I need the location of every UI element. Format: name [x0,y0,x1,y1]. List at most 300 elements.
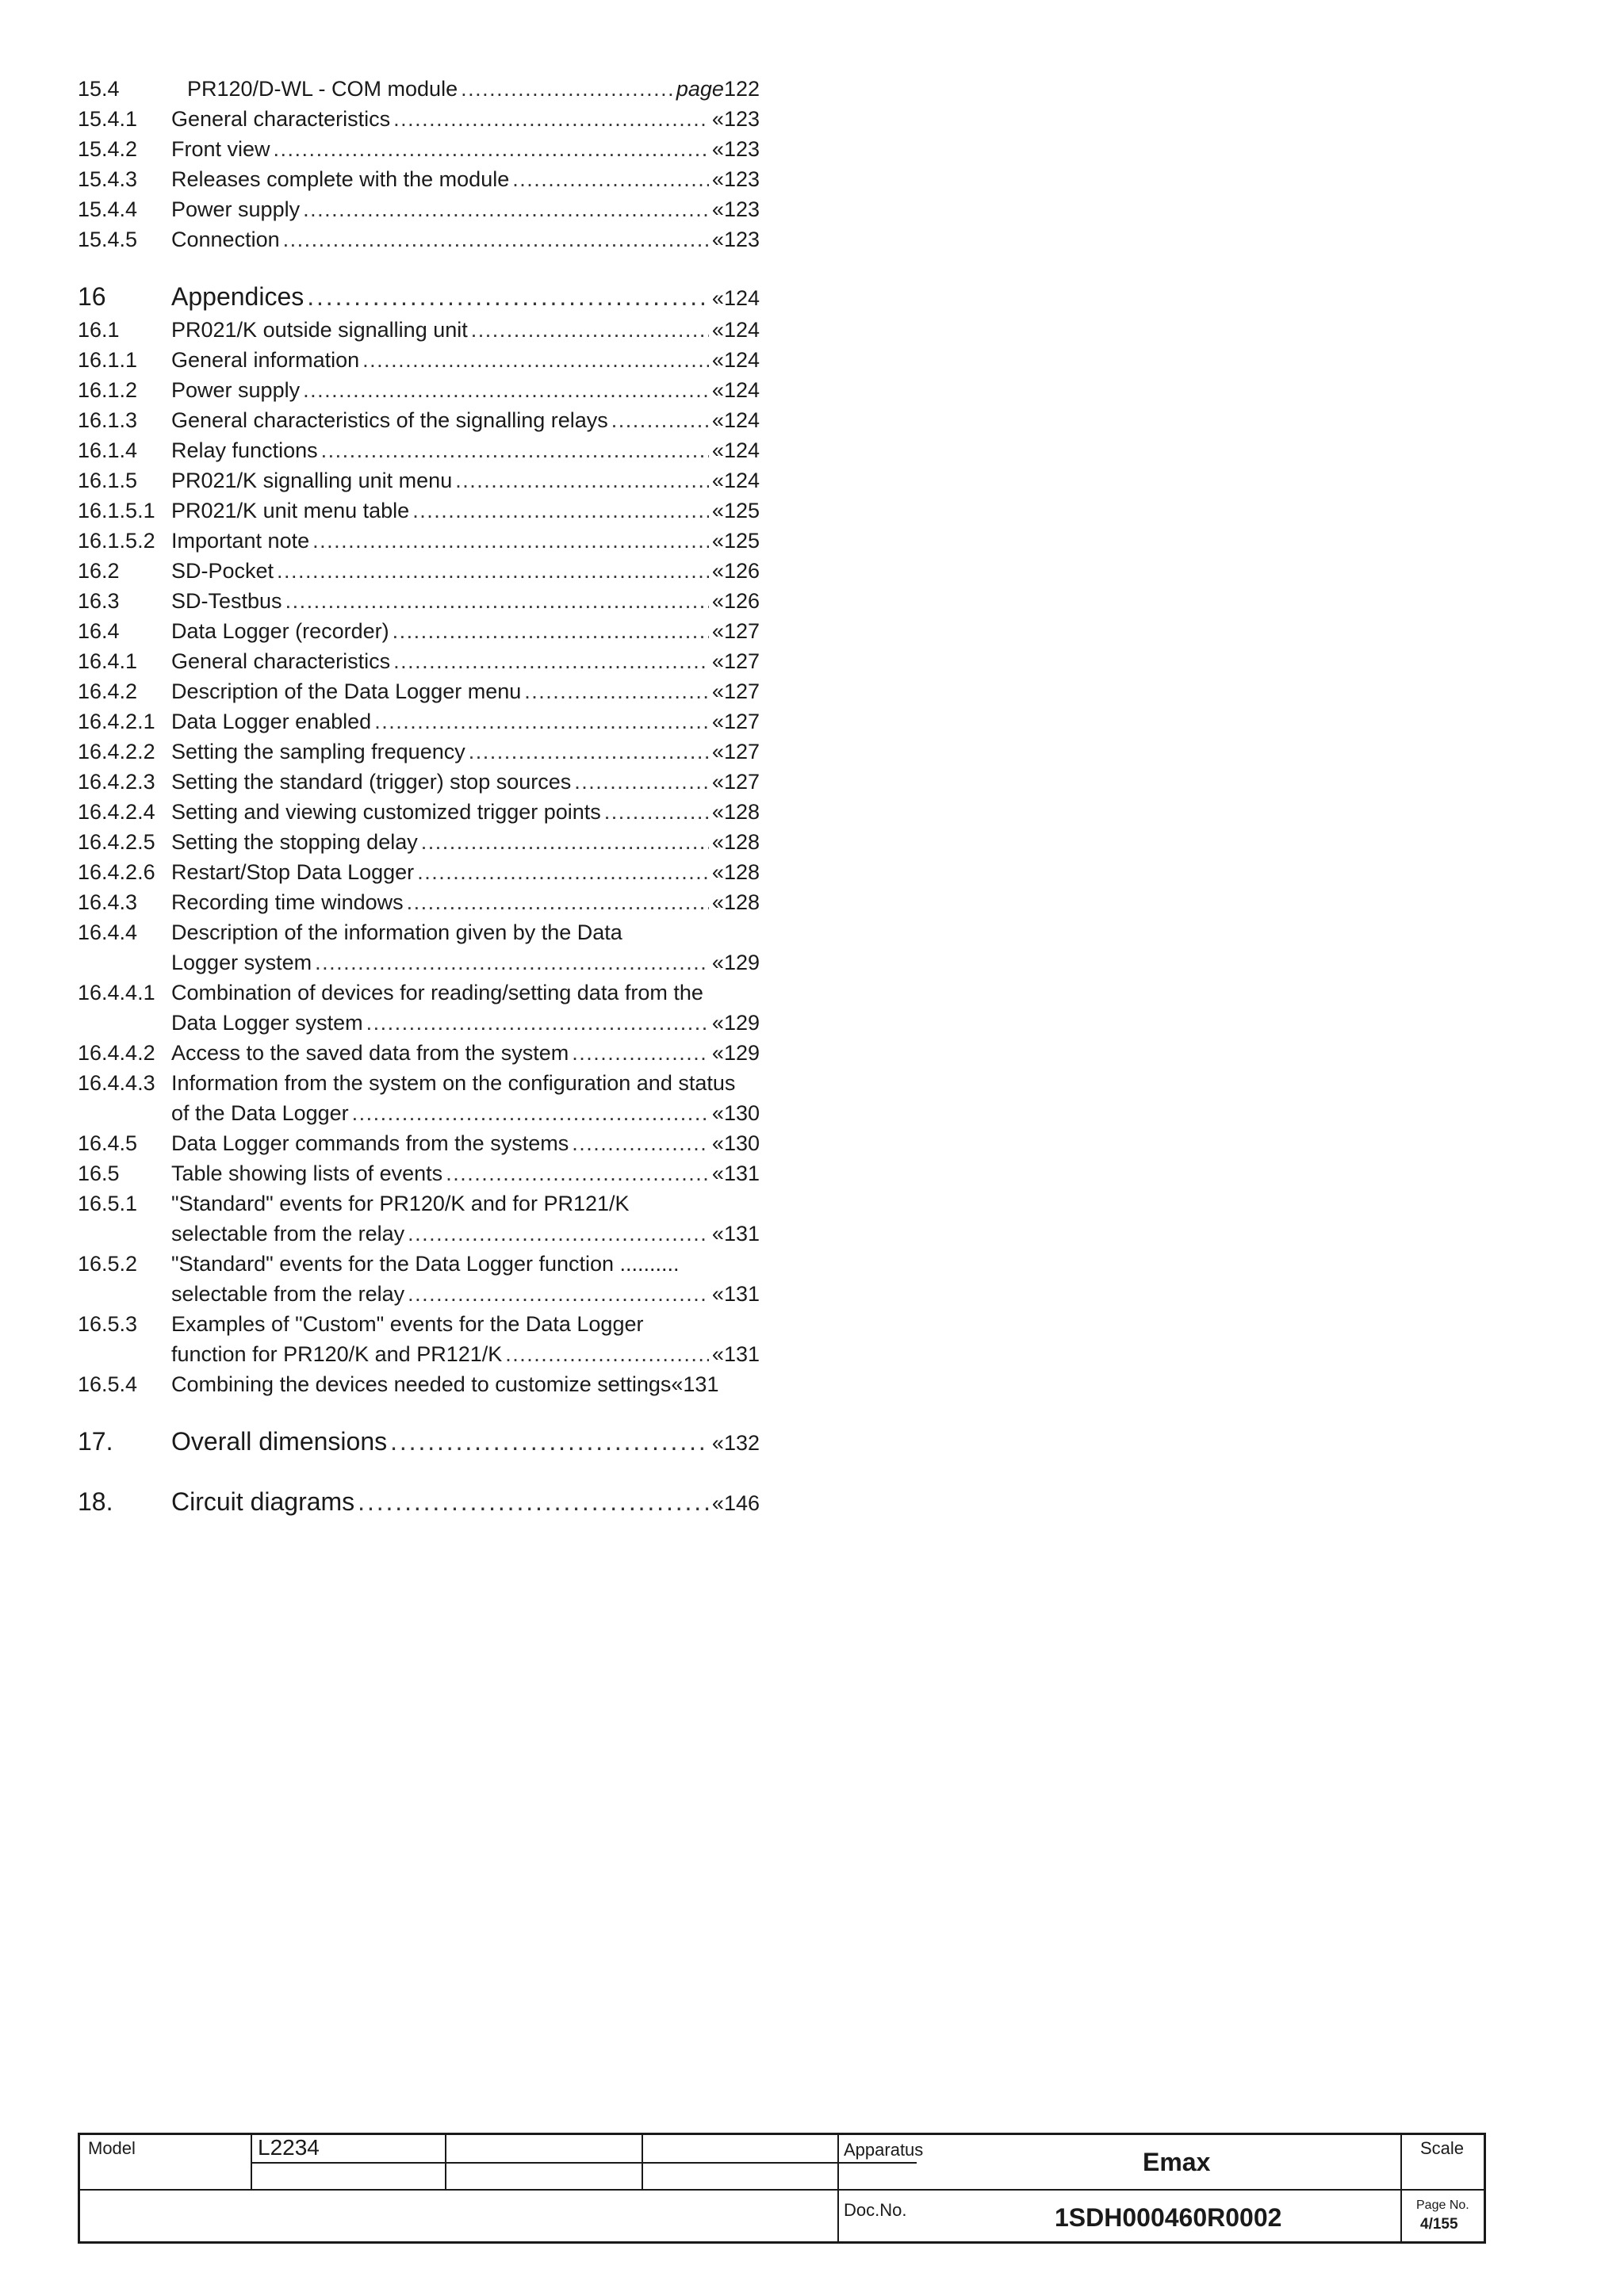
page-number: 127 [723,619,760,643]
toc-page-ref [712,646,760,676]
dot-leader [505,1339,709,1369]
toc-page-ref [712,526,760,556]
toc-entry [78,526,760,556]
page-prefix: « [711,710,724,733]
page-prefix: « [711,1011,724,1035]
toc-title: Setting the stopping delay [171,830,418,854]
toc-entry [78,134,760,164]
page-prefix: « [711,559,724,583]
page-prefix: « [711,1491,724,1515]
toc-entry-continuation [78,1219,760,1249]
toc-number: 16.5.3 [78,1312,138,1336]
page-prefix: « [711,1282,724,1306]
toc-page-ref [712,1339,760,1369]
toc-number: 16.4.2.5 [78,830,155,854]
page-number: 128 [723,860,760,884]
page-number: 123 [723,197,760,221]
toc-entry [78,737,760,767]
page-number: 131 [723,1342,760,1366]
toc-number: 16.1.5 [78,469,138,492]
toc-entry-continuation [78,1098,760,1128]
toc-page-ref [712,1279,760,1309]
page-prefix: « [671,1372,684,1396]
page-number: 124 [723,348,760,372]
page-prefix: « [711,348,724,372]
dot-leader [407,887,709,917]
page-number: 127 [723,740,760,763]
toc-page-ref [712,767,760,797]
page-number: 129 [723,951,760,974]
toc-title: Data Logger enabled [171,710,372,733]
page-prefix: « [711,679,724,703]
page-number: 123 [723,137,760,161]
toc-page-ref [712,797,760,827]
toc-number: 16.4.2.3 [78,770,155,794]
toc-entry [78,706,760,737]
page-number: 124 [723,438,760,462]
title-block [78,2133,1486,2244]
toc-title: PR021/K outside signalling unit [171,318,468,342]
toc-number: 16.4.4.3 [78,1071,155,1095]
pageno-value: 4/155 [1420,2216,1458,2233]
toc-entry [78,1425,760,1460]
toc-entry [78,767,760,797]
dot-leader [390,1425,709,1458]
scale-label: Scale [1420,2138,1465,2158]
page-prefix: « [711,197,724,221]
dot-leader [285,586,709,616]
dot-leader [604,797,709,827]
toc-entry [78,164,760,194]
toc-title: Data Logger (recorder) [171,619,389,643]
toc-entry [78,827,760,857]
page-prefix: « [711,1222,724,1246]
dot-leader [303,194,709,224]
toc-number: 16.4.4.2 [78,1041,155,1065]
page-number: 124 [723,408,760,432]
toc-title-continuation: function for PR120/K and PR121/K [171,1342,503,1366]
toc-title-continuation: Logger system [171,951,312,974]
page-number: 122 [723,77,760,101]
page-prefix: « [711,529,724,553]
page-prefix: « [711,589,724,613]
page-number: 131 [683,1372,719,1396]
dot-leader [611,405,709,435]
page-number: 128 [723,800,760,824]
dot-leader [524,676,709,706]
toc-title: Combining the devices needed to customize settings [171,1372,672,1396]
toc-page-ref [712,1219,760,1249]
toc-page-ref [712,405,760,435]
page-number: 146 [723,1491,760,1515]
toc-page-ref [712,586,760,616]
page-number: 129 [723,1041,760,1065]
toc-title: Restart/Stop Data Logger [171,860,415,884]
toc-title: General characteristics of the signalling relays [171,408,608,432]
toc-title: Power supply [171,197,301,221]
toc-entry [78,315,760,345]
dot-leader [315,947,709,978]
toc-title: Appendices [171,282,304,311]
toc-number: 15.4 [78,77,120,101]
toc-entry [78,887,760,917]
toc-number: 16.1.3 [78,408,138,432]
toc-entry-continuation [78,1279,760,1309]
toc-title: Connection [171,228,280,251]
toc-page-ref [712,1426,760,1460]
toc-number: 15.4.1 [78,107,138,131]
page-number: 132 [723,1431,760,1455]
page-number: 131 [723,1282,760,1306]
toc-page-ref [712,375,760,405]
toc-entry [78,586,760,616]
toc-entry [78,375,760,405]
toc-entry [78,1128,760,1158]
page-number: 125 [723,499,760,522]
divider [642,2135,643,2189]
dot-leader [574,767,709,797]
toc-title: General characteristics [171,649,391,673]
page-prefix: « [711,1431,724,1455]
toc-title: Setting the standard (trigger) stop sources [171,770,572,794]
toc-number: 16.1.5.1 [78,499,155,522]
toc-number: 15.4.5 [78,228,138,251]
toc-page-ref [712,134,760,164]
divider [1400,2135,1402,2244]
divider [837,2135,839,2244]
toc-title: "Standard" events for the Data Logger function .......... [171,1252,680,1276]
toc-number: 16.5 [78,1161,120,1185]
toc-entry [78,1188,760,1219]
toc-title: SD-Testbus [171,589,282,613]
dot-leader [408,1219,709,1249]
dot-leader [321,435,709,465]
toc-title: Description of the Data Logger menu [171,679,522,703]
toc-entry [78,405,760,435]
page-number: 127 [723,649,760,673]
toc-title: Setting and viewing customized trigger points [171,800,601,824]
dot-leader [362,345,709,375]
dot-leader [455,465,709,496]
toc-entry-continuation [78,1008,760,1038]
toc-title-continuation: selectable from the relay [171,1282,405,1306]
toc-number: 16.5.2 [78,1252,138,1276]
page-prefix: « [711,378,724,402]
toc-number: 16.4.3 [78,890,138,914]
page-number: 127 [723,679,760,703]
dot-leader [572,1038,709,1068]
dot-leader [358,1485,709,1518]
toc-entry [78,676,760,706]
page-number: 124 [723,286,760,310]
toc-page-ref [712,345,760,375]
page-prefix: « [711,951,724,974]
toc-entry [78,1068,760,1098]
toc-entry [78,797,760,827]
toc-entry [78,857,760,887]
toc-title: Information from the system on the configuration and status [171,1071,736,1095]
toc-number: 16.1 [78,318,120,342]
toc-number: 16.5.4 [78,1372,138,1396]
toc-title: Access to the saved data from the system [171,1041,569,1065]
dot-leader [393,616,709,646]
toc-entry [78,224,760,254]
toc-page-ref [712,556,760,586]
dot-leader [277,556,709,586]
page-prefix: « [711,408,724,432]
page-prefix: « [711,318,724,342]
toc-title: Recording time windows [171,890,404,914]
toc-entry [78,104,760,134]
toc-title-continuation: of the Data Logger [171,1101,349,1125]
dot-leader [471,315,709,345]
page-number: 123 [723,167,760,191]
toc-page-ref [712,676,760,706]
toc-title: SD-Pocket [171,559,274,583]
toc-title: Power supply [171,378,301,402]
toc-page-ref [712,224,760,254]
dot-leader [374,706,709,737]
toc-title: Description of the information given by the Data [171,920,622,944]
toc-number: 16.3 [78,589,120,613]
dot-leader [446,1158,709,1188]
toc-page-ref [676,74,760,104]
toc-title: Data Logger commands from the systems [171,1131,569,1155]
dot-leader [312,526,709,556]
toc-entry [78,74,760,104]
page-prefix: « [711,890,724,914]
page-number: 124 [723,469,760,492]
page-number: 126 [723,589,760,613]
toc-title: Overall dimensions [171,1427,388,1456]
toc-page-ref [712,465,760,496]
toc-page-ref [712,496,760,526]
toc-page-ref [671,1369,718,1399]
toc-title: Setting the sampling frequency [171,740,465,763]
apparatus-value: Emax [1143,2148,1211,2176]
toc-number: 16.1.5.2 [78,529,155,553]
toc-number: 16.1.1 [78,348,138,372]
toc-number: 16.4.2.1 [78,710,155,733]
page-number: 124 [723,318,760,342]
page-number: 126 [723,559,760,583]
toc-number: 16 [78,282,106,311]
page-number: 130 [723,1131,760,1155]
page-number: 125 [723,529,760,553]
toc-title: PR021/K signalling unit menu [171,469,453,492]
toc-entry [78,1309,760,1339]
toc-entry [78,465,760,496]
page-prefix: page [676,77,724,101]
toc-entry [78,978,760,1008]
page-prefix: « [711,800,724,824]
model-value: L2234 [258,2135,320,2160]
toc-page-ref [712,947,760,978]
page-prefix: « [711,228,724,251]
toc-entry [78,1485,760,1520]
toc-number: 16.1.4 [78,438,138,462]
toc-entry [78,1038,760,1068]
toc-number: 16.4.2.2 [78,740,155,763]
toc-entry [78,280,760,315]
toc-number: 16.5.1 [78,1192,138,1215]
toc-number: 16.2 [78,559,120,583]
toc-number: 16.1.2 [78,378,138,402]
page-number: 124 [723,378,760,402]
toc-number: 16.4.2.6 [78,860,155,884]
page-prefix: « [711,469,724,492]
pageno-label: Page No. [1416,2198,1469,2212]
toc-page-ref [712,737,760,767]
toc-title: Combination of devices for reading/setting data from the [171,981,703,1004]
divider [251,2162,917,2164]
toc-entry [78,556,760,586]
toc-title: Releases complete with the module [171,167,510,191]
page-prefix: « [711,1161,724,1185]
toc-number: 17. [78,1427,113,1456]
toc-title: PR021/K unit menu table [171,499,410,522]
toc-page-ref [712,164,760,194]
dot-leader [412,496,709,526]
page-number: 129 [723,1011,760,1035]
page-prefix: « [711,860,724,884]
page-prefix: « [711,438,724,462]
page-prefix: « [711,107,724,131]
toc-entry [78,1369,760,1399]
toc-entry [78,1158,760,1188]
table-of-contents [78,74,760,1520]
toc-page-ref [712,1038,760,1068]
dot-leader [274,134,709,164]
toc-page-ref [712,1487,760,1520]
toc-number: 16.4.2.4 [78,800,155,824]
toc-title: "Standard" events for PR120/K and for PR121/K [171,1192,630,1215]
dot-leader [393,646,709,676]
toc-number: 16.4.4.1 [78,981,155,1004]
page-prefix: « [711,619,724,643]
toc-entry [78,435,760,465]
dot-leader [512,164,709,194]
toc-title-continuation: selectable from the relay [171,1222,405,1246]
toc-title: Front view [171,137,270,161]
toc-page-ref [712,706,760,737]
toc-title: Examples of "Custom" events for the Data Logger [171,1312,644,1336]
page-prefix: « [711,1131,724,1155]
toc-title: Table showing lists of events [171,1161,443,1185]
toc-title: Relay functions [171,438,318,462]
toc-number: 16.4 [78,619,120,643]
dot-leader [417,857,709,887]
divider [445,2135,446,2189]
toc-page-ref [712,104,760,134]
toc-page-ref [712,857,760,887]
dot-leader [572,1128,709,1158]
page-number: 127 [723,710,760,733]
toc-page-ref [712,315,760,345]
page-number: 131 [723,1161,760,1185]
page-number: 128 [723,890,760,914]
page-number: 123 [723,107,760,131]
docno-label: Doc.No. [844,2200,907,2220]
toc-page-ref [712,827,760,857]
toc-number: 18. [78,1487,113,1516]
divider [80,2189,1484,2191]
toc-page-ref [712,194,760,224]
toc-number: 16.4.2 [78,679,138,703]
apparatus-label: Apparatus [844,2140,924,2160]
toc-entry [78,917,760,947]
toc-title: Important note [171,529,310,553]
toc-number: 15.4.4 [78,197,138,221]
page-prefix: « [711,1101,724,1125]
page-number: 128 [723,830,760,854]
model-label: Model [88,2138,136,2158]
page-prefix: « [711,137,724,161]
dot-leader [393,104,709,134]
toc-title: General information [171,348,360,372]
dot-leader [461,74,673,104]
page-prefix: « [711,499,724,522]
toc-page-ref [712,281,760,315]
page-prefix: « [711,649,724,673]
page-number: 131 [723,1222,760,1246]
page-prefix: « [711,286,724,310]
toc-page-ref [712,887,760,917]
toc-title-continuation: Data Logger system [171,1011,363,1035]
dot-leader [408,1279,709,1309]
page-number: 127 [723,770,760,794]
docno-value: 1SDH000460R0002 [1055,2203,1282,2232]
dot-leader [366,1008,709,1038]
dot-leader [283,224,709,254]
toc-entry [78,1249,760,1279]
dot-leader [421,827,709,857]
toc-number: 16.4.4 [78,920,138,944]
toc-title: General characteristics [171,107,391,131]
toc-entry [78,496,760,526]
toc-title: PR120/D-WL - COM module [187,77,458,101]
toc-entry [78,616,760,646]
toc-page-ref [712,1158,760,1188]
toc-title: Circuit diagrams [171,1487,355,1516]
dot-leader [469,737,709,767]
page-prefix: « [711,830,724,854]
toc-page-ref [712,616,760,646]
toc-entry [78,646,760,676]
page-prefix: « [711,740,724,763]
toc-number: 15.4.2 [78,137,138,161]
dot-leader [307,280,709,313]
toc-entry [78,194,760,224]
page-prefix: « [711,1041,724,1065]
page-prefix: « [711,167,724,191]
divider [251,2135,252,2189]
toc-number: 16.4.1 [78,649,138,673]
toc-page-ref [712,1128,760,1158]
toc-number: 15.4.3 [78,167,138,191]
page-number: 130 [723,1101,760,1125]
dot-leader [303,375,709,405]
toc-entry [78,345,760,375]
toc-entry-continuation [78,1339,760,1369]
page-prefix: « [711,1342,724,1366]
toc-page-ref [712,435,760,465]
toc-number: 16.4.5 [78,1131,138,1155]
toc-page-ref [712,1008,760,1038]
dot-leader [352,1098,709,1128]
page-number: 123 [723,228,760,251]
page-prefix: « [711,770,724,794]
